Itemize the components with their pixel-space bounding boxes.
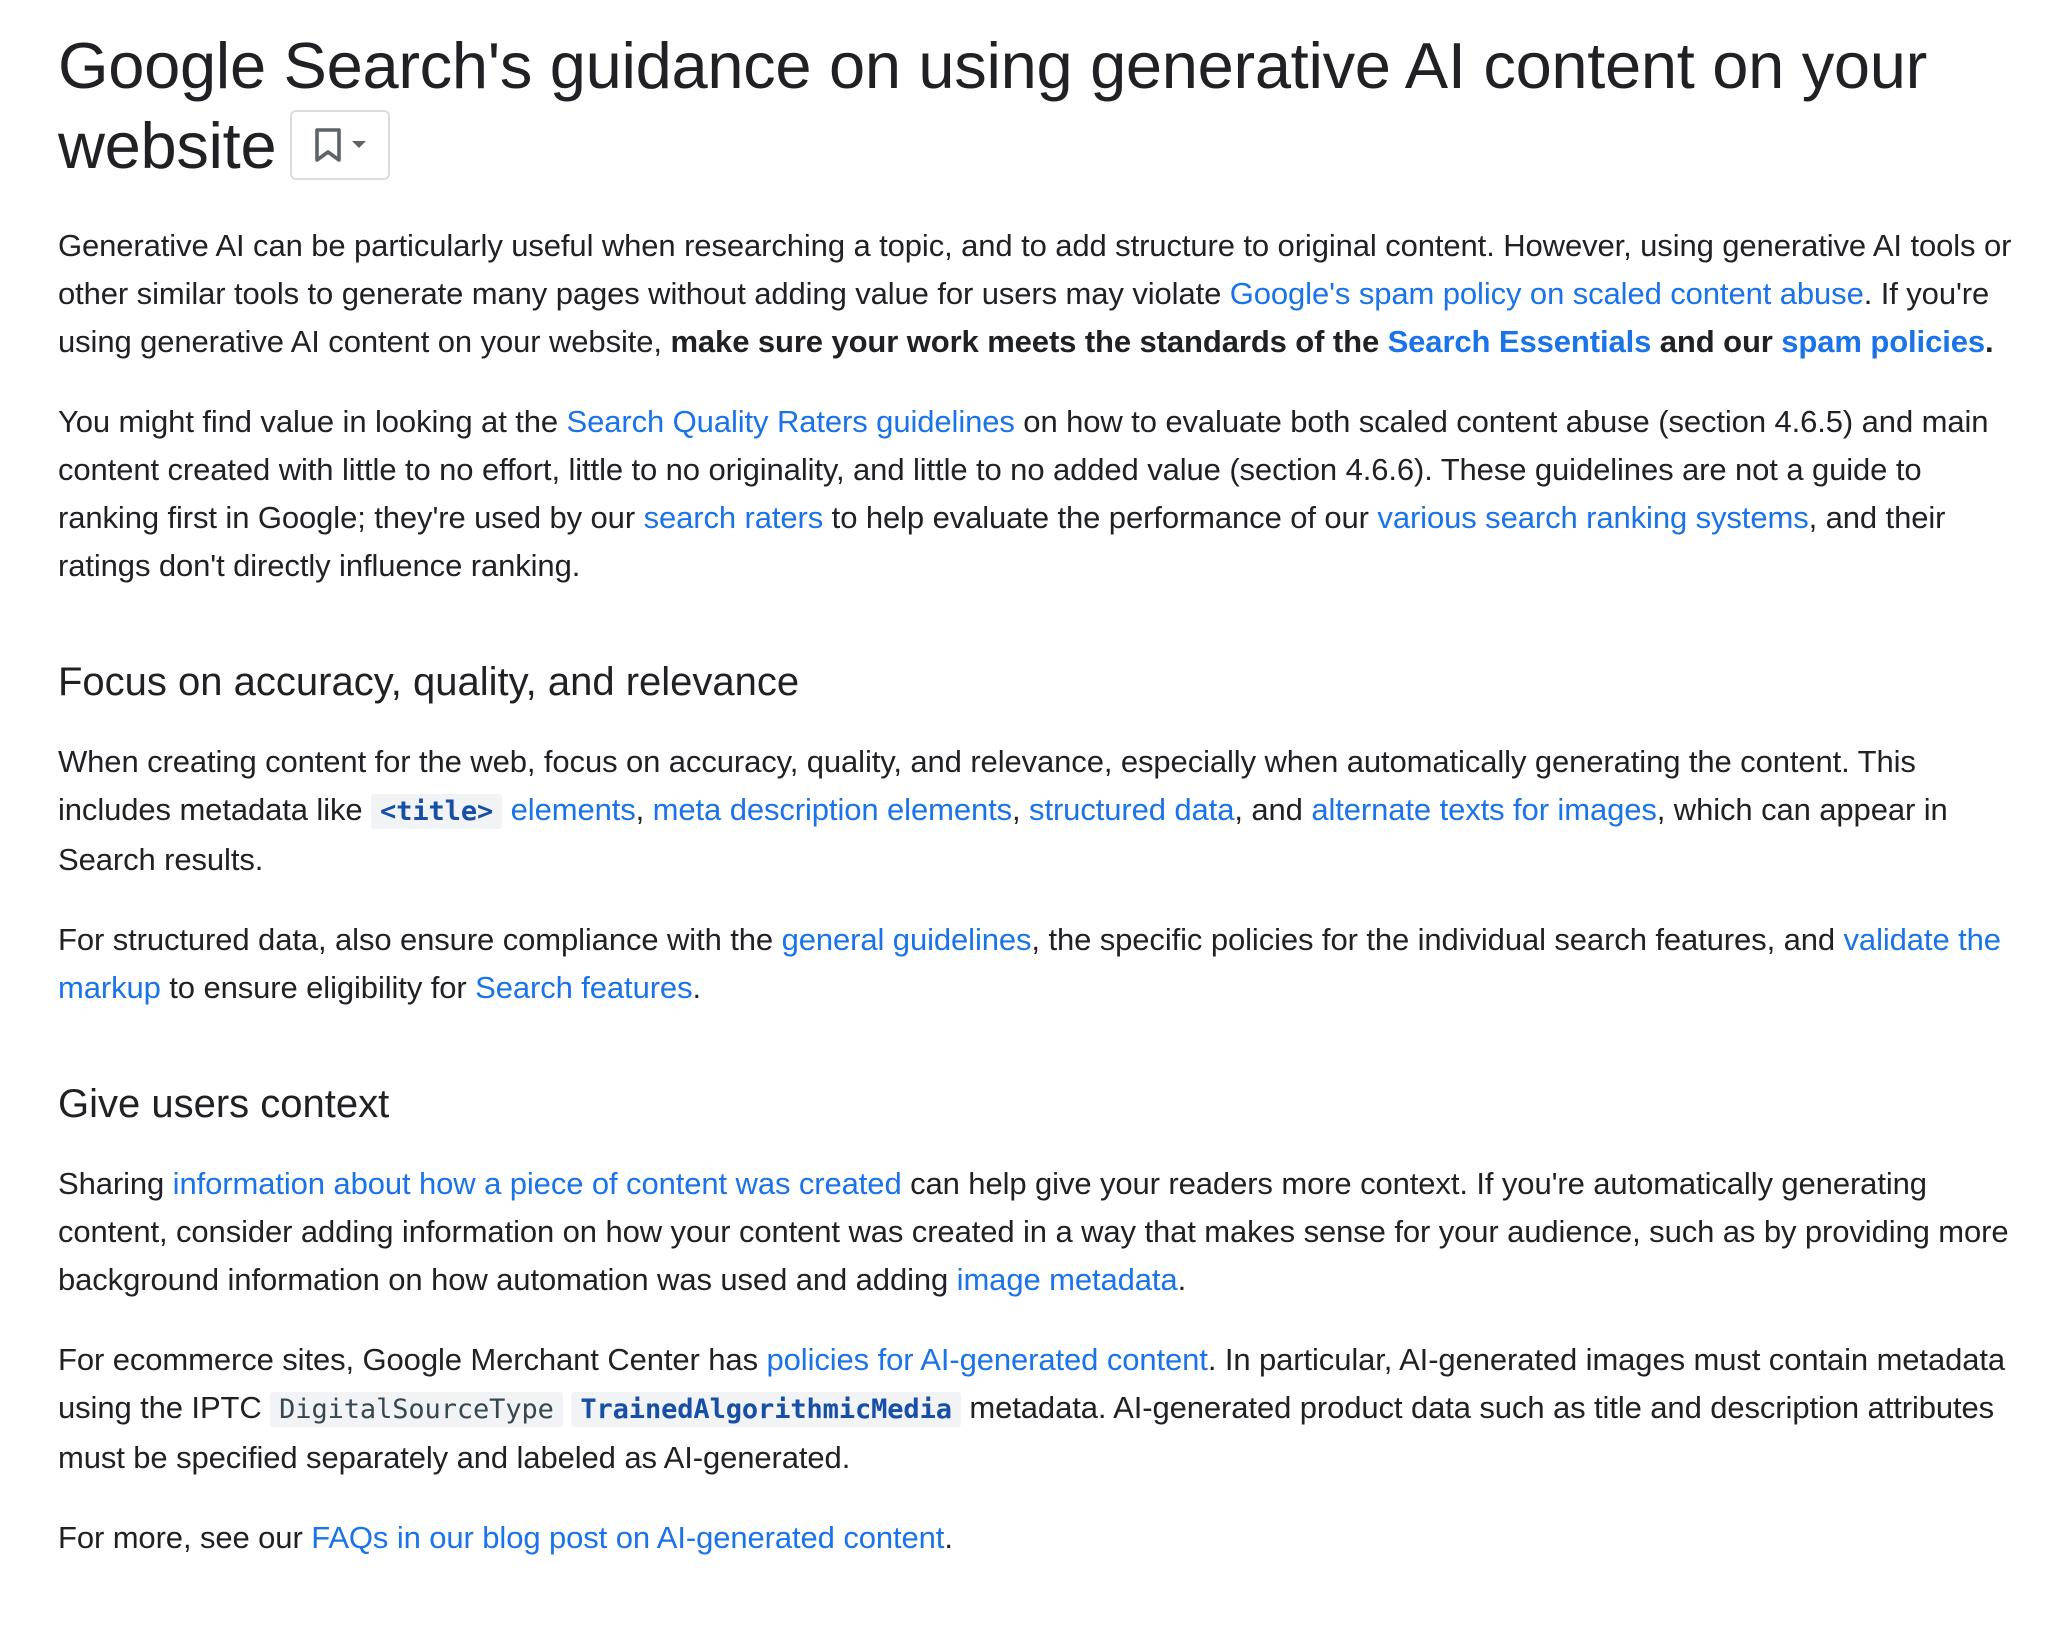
accuracy-sep-3: , and xyxy=(1234,792,1312,827)
bookmark-icon xyxy=(313,127,343,163)
more-info-text-1: For more, see our xyxy=(58,1520,312,1555)
ecommerce-paragraph xyxy=(58,1336,2028,1482)
context-text-2: can help give your readers more context. If you're automatically generating content, consider adding information on how your content was created in a way that makes sense for your audience, such as by providing more background information on how automation was used and adding xyxy=(58,1166,2009,1297)
context-paragraph xyxy=(58,1160,2028,1304)
heading-context: Give users context xyxy=(58,1082,390,1126)
raters-text-1: You might find value in looking at the xyxy=(58,404,567,439)
intro-bold xyxy=(670,324,1993,359)
structured-data-link[interactable]: structured data xyxy=(1029,792,1235,827)
alt-text-link[interactable]: alternate texts for images xyxy=(1311,792,1657,827)
ranking-systems-link[interactable]: various search ranking systems xyxy=(1377,500,1809,535)
structured-text-2: , the specific policies for the individual search features, and xyxy=(1031,922,1844,957)
faqs-blog-post-link[interactable]: FAQs in our blog post on AI-generated content xyxy=(311,1520,945,1555)
accuracy-sep-2: , xyxy=(1012,792,1030,827)
search-features-link[interactable]: Search features xyxy=(475,970,693,1005)
raters-text-2: on how to evaluate both scaled content abuse (section 4.6.5) and main content created with little to no effort, little to no originality, and little to no added value (section 4.6.6). These guidelines are not a guide to ranking first in Google; they're used by our xyxy=(58,404,1989,535)
intro-text-1: Generative AI can be particularly useful when researching a topic, and to add structure to original content. However, using generative AI tools or other similar tools to generate many pages without adding value for users may violate xyxy=(58,228,2012,311)
intro-bold-text-1: make sure your work meets the standards of the xyxy=(670,324,1388,359)
quality-raters-guidelines-link[interactable]: Search Quality Raters guidelines xyxy=(566,404,1015,439)
general-guidelines-link[interactable]: general guidelines xyxy=(781,922,1032,957)
trained-algorithmic-media-code: TrainedAlgorithmicMedia xyxy=(571,1392,961,1427)
structured-text-3: to ensure eligibility for xyxy=(160,970,476,1005)
structured-data-paragraph xyxy=(58,916,2028,1012)
validate-markup-link[interactable]: validate the markup xyxy=(58,922,2001,1005)
meta-description-link[interactable]: meta description elements xyxy=(652,792,1013,827)
context-text-1: Sharing xyxy=(58,1166,173,1201)
more-info-text-2: . xyxy=(944,1520,953,1555)
page-title-text: Google Search's guidance on using generative AI content on your website xyxy=(58,29,1927,182)
structured-text-1: For structured data, also ensure compliance with the xyxy=(58,922,782,957)
bookmark-button[interactable] xyxy=(290,110,390,180)
accuracy-paragraph xyxy=(58,738,2028,884)
arrow-drop-down-icon xyxy=(351,140,367,150)
context-text-3: . xyxy=(1177,1262,1187,1297)
title-tag-code: <title> xyxy=(371,794,502,829)
ai-content-policies-link[interactable]: policies for AI-generated content xyxy=(766,1342,1208,1377)
accuracy-text-1: When creating content for the web, focus on accuracy, quality, and relevance, especially when automatically generating the content. This includes metadata like xyxy=(58,744,1916,827)
title-elements-link[interactable]: elements xyxy=(502,792,636,827)
accuracy-sep-1: , xyxy=(635,792,653,827)
more-info-paragraph xyxy=(58,1514,2028,1562)
intro-text-2: . If you're using generative AI content on your website, xyxy=(58,276,1990,359)
search-raters-link[interactable]: search raters xyxy=(643,500,824,535)
search-essentials-link[interactable]: Search Essentials xyxy=(1387,324,1652,359)
ecommerce-text-1: For ecommerce sites, Google Merchant Center has xyxy=(58,1342,767,1377)
spam-policies-link[interactable]: spam policies xyxy=(1781,324,1986,359)
content-creation-info-link[interactable]: information about how a piece of content was created xyxy=(172,1166,902,1201)
heading-accuracy: Focus on accuracy, quality, and relevance xyxy=(58,660,800,704)
ecommerce-text-3: metadata. AI-generated product data such as title and description attributes must be specified separately and labeled as AI-generated. xyxy=(58,1390,1995,1475)
spam-policy-link[interactable]: Google's spam policy on scaled content abuse xyxy=(1229,276,1864,311)
ecommerce-text-2: . In particular, AI-generated images must contain metadata using the IPTC xyxy=(58,1342,2006,1425)
intro-bold-text-2: and our xyxy=(1651,324,1782,359)
accuracy-text-2: , which can appear in Search results. xyxy=(58,792,1948,877)
intro-paragraph xyxy=(58,222,2028,366)
structured-text-4: . xyxy=(692,970,701,1005)
digital-source-type-code: DigitalSourceType xyxy=(270,1392,563,1427)
page-title xyxy=(58,26,2028,186)
raters-paragraph xyxy=(58,398,2028,590)
raters-text-3: to help evaluate the performance of our xyxy=(823,500,1378,535)
image-metadata-link[interactable]: image metadata xyxy=(956,1262,1178,1297)
raters-text-4: , and their ratings don't directly influence ranking. xyxy=(58,500,1946,583)
intro-bold-text-3: . xyxy=(1985,324,1994,359)
